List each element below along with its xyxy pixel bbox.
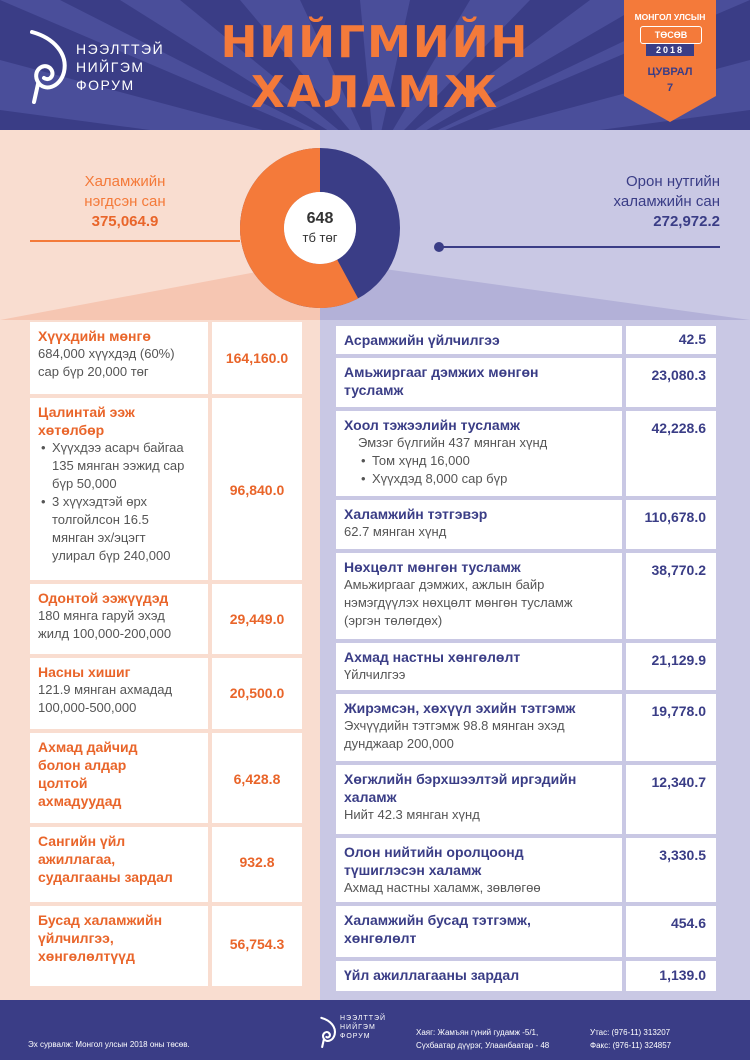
left-item-detail: 121.9 мянган ахмадад xyxy=(38,682,173,697)
bullet-line: улирал бүр 240,000 xyxy=(52,548,171,563)
left-item-title: Хүүхдийн мөнгө xyxy=(38,328,151,344)
right-item-value: 23,080.3 xyxy=(626,358,716,407)
left-item-bullet xyxy=(38,439,200,493)
total-value: 648 xyxy=(306,210,334,227)
right-item-value: 12,340.7 xyxy=(626,765,716,834)
right-item-title: халамж xyxy=(344,789,397,805)
left-item-detail: жилд 100,000-200,000 xyxy=(38,626,172,641)
bullet-line: толгойлсон 16.5 xyxy=(52,512,149,527)
right-item-name xyxy=(336,961,622,991)
right-item-value: 110,678.0 xyxy=(626,500,716,549)
right-item-title: тусламж xyxy=(344,382,404,398)
left-item-name xyxy=(30,322,208,394)
left-item-title: хөнгөлөлтүүд xyxy=(38,948,135,964)
left-item-title: ахмадуудад xyxy=(38,793,122,809)
left-item-value: 6,428.8 xyxy=(212,733,302,823)
left-connector-line xyxy=(30,240,240,242)
right-item-value: 21,129.9 xyxy=(626,643,716,690)
right-item-title: Халамжийн бусад тэтгэмж, xyxy=(344,912,531,928)
badge-country: МОНГОЛ УЛСЫН xyxy=(634,12,706,22)
right-item-value: 19,778.0 xyxy=(626,694,716,761)
left-item-name xyxy=(30,733,208,823)
right-item-name xyxy=(336,326,622,354)
right-item-detail: (эргэн төлөгдөх) xyxy=(344,613,443,628)
right-item-value: 38,770.2 xyxy=(626,553,716,639)
right-fund-value: 272,972.2 xyxy=(653,213,720,230)
org-name: НЭЭЛТТЭЙ НИЙГЭМ ФОРУМ xyxy=(76,41,165,93)
right-item-name xyxy=(336,553,622,639)
footer-contact: Утас: (976-11) 313207 Факс: (976-11) 324857 xyxy=(590,1028,672,1050)
left-item-value: 56,754.3 xyxy=(212,906,302,986)
left-item-title: үйлчилгээ, xyxy=(38,930,114,946)
right-item-title: Асрамжийн үйлчилгээ xyxy=(344,332,500,348)
left-item-value: 29,449.0 xyxy=(212,584,302,654)
bullet-line: • Хүүхдэд 8,000 сар бүр xyxy=(372,471,508,486)
org-logo[interactable] xyxy=(24,28,194,108)
right-item-title: Олон нийтийн оролцоонд xyxy=(344,844,524,860)
bullet-line: 135 мянган ээжид сар xyxy=(52,458,185,473)
right-item-name xyxy=(336,500,622,549)
left-fund-label: Халамжийн нэгдсэн сан 375,064.9 xyxy=(30,172,220,232)
footer-address: Хаяг: Жамъян гүний гудамж -5/1, Сүхбаатар дүүрэг, Улаанбаатар - 48 xyxy=(416,1028,550,1050)
footer-org-name: НЭЭЛТТЭЙ НИЙГЭМ ФОРУМ xyxy=(340,1015,387,1040)
right-item-title: Халамжийн тэтгэвэр xyxy=(344,506,488,522)
right-item-title: Жирэмсэн, хөхүүл эхийн тэтгэмж xyxy=(344,700,576,716)
bullet-line: • Хүүхдээ асарч байгаа xyxy=(52,440,184,455)
right-item-title: Амьжиргааг дэмжих мөнгөн xyxy=(344,364,539,380)
right-item-title: Хөгжлийн бэрхшээлтэй иргэдийн xyxy=(344,771,577,787)
right-item-title: Ахмад настны хөнгөлөлт xyxy=(344,649,521,665)
left-item-detail: 100,000-500,000 xyxy=(38,700,137,715)
left-item-detail: сар бүр 20,000 төг xyxy=(38,364,149,379)
badge-series: ЦУВРАЛ xyxy=(647,66,693,78)
left-item-title: цолтой xyxy=(38,775,88,791)
right-item-value: 42,228.6 xyxy=(626,411,716,496)
right-connector-dot xyxy=(434,242,444,252)
left-item-title: болон алдар xyxy=(38,757,127,773)
left-item-value: 20,500.0 xyxy=(212,658,302,729)
left-item-name xyxy=(30,827,208,902)
source-note: Эх сурвалж: Монгол улсын 2018 оны төсөв. xyxy=(28,1040,190,1049)
right-item-detail: 62.7 мянган хүнд xyxy=(344,524,447,539)
left-item-detail: 180 мянга гаруй эхэд xyxy=(38,608,165,623)
bullet-line: мянган эх/эцэгт xyxy=(52,530,146,545)
budget-series-badge xyxy=(624,0,716,122)
right-item-title: Үйл ажиллагааны зардал xyxy=(344,967,520,983)
right-item-title: Хоол тэжээлийн тусламж xyxy=(344,417,520,433)
fund-split-donut xyxy=(240,148,400,308)
bullet-line: бүр 50,000 xyxy=(52,476,117,491)
right-item-bullet xyxy=(358,452,614,470)
left-item-name xyxy=(30,906,208,986)
right-item-bullet xyxy=(358,470,614,488)
right-item-detail: Үйлчилгээ xyxy=(344,667,406,682)
footer-swirl-icon xyxy=(318,1012,338,1052)
right-item-value: 3,330.5 xyxy=(626,838,716,902)
left-fund-value: 375,064.9 xyxy=(91,213,159,230)
right-item-name xyxy=(336,411,622,496)
bullet-line: • 3 хүүхэдтэй өрх xyxy=(52,494,148,509)
right-item-title: хөнгөлөлт xyxy=(344,930,417,946)
left-item-title: Цалинтай ээж xyxy=(38,404,135,420)
right-item-detail: дунджаар 200,000 xyxy=(344,736,454,751)
right-item-name xyxy=(336,643,622,690)
left-item-title: Одонтой ээжүүдэд xyxy=(38,590,169,606)
right-item-detail: Эхчүүдийн тэтгэмж 98.8 мянган эхэд xyxy=(344,718,565,733)
total-unit: тб төг xyxy=(302,230,338,245)
right-item-name xyxy=(336,694,622,761)
left-item-name xyxy=(30,584,208,654)
left-item-title: Ахмад дайчид xyxy=(38,739,138,755)
right-fund-label: Орон нутгийн халамжийн сан 272,972.2 xyxy=(560,172,720,232)
bullet-line: • Том хүнд 16,000 xyxy=(372,453,470,468)
right-item-detail: Ахмад настны халамж, зөвлөгөө xyxy=(344,880,541,895)
badge-year: 2018 xyxy=(646,44,694,56)
left-item-value: 932.8 xyxy=(212,827,302,902)
right-item-value: 42.5 xyxy=(626,326,716,354)
right-item-detail: Амьжиргааг дэмжих, ажлын байр xyxy=(344,577,545,592)
left-item-title: Насны хишиг xyxy=(38,664,131,680)
left-item-title: Бусад халамжийн xyxy=(38,912,163,928)
left-item-title: судалгааны зардал xyxy=(38,869,173,885)
left-item-title: ажиллагаа, xyxy=(38,851,116,867)
left-item-bullet xyxy=(38,493,200,565)
right-item-value: 454.6 xyxy=(626,906,716,957)
left-item-title: Сангийн үйл xyxy=(38,833,126,849)
right-item-detail: Нийт 42.3 мянган хүнд xyxy=(344,807,480,822)
right-item-title: Нөхцөлт мөнгөн тусламж xyxy=(344,559,521,575)
left-item-title: хөтөлбөр xyxy=(38,422,105,438)
right-item-name xyxy=(336,765,622,834)
right-item-name xyxy=(336,838,622,902)
swirl-logo-icon xyxy=(24,28,72,104)
right-item-name xyxy=(336,358,622,407)
badge-number: 7 xyxy=(666,82,674,94)
left-item-name xyxy=(30,658,208,729)
left-item-detail: 684,000 хүүхдэд (60%) xyxy=(38,346,175,361)
badge-budget: ТӨСӨВ xyxy=(640,26,702,44)
left-item-value: 164,160.0 xyxy=(212,322,302,394)
right-item-title: түшиглэсэн халамж xyxy=(344,862,482,878)
page-title: НИЙГМИЙН ХАЛАМЖ xyxy=(220,17,530,118)
footer-logo[interactable] xyxy=(318,1010,408,1054)
right-item-name xyxy=(336,906,622,957)
left-item-name xyxy=(30,398,208,580)
left-item-value: 96,840.0 xyxy=(212,398,302,580)
right-item-value: 1,139.0 xyxy=(626,961,716,991)
right-connector-line xyxy=(440,246,720,248)
right-item-detail: нэмэгдүүлэх нөхцөлт мөнгөн тусламж xyxy=(344,595,573,610)
right-item-detail: Эмзэг бүлгийн 437 мянган хүнд xyxy=(358,435,548,450)
